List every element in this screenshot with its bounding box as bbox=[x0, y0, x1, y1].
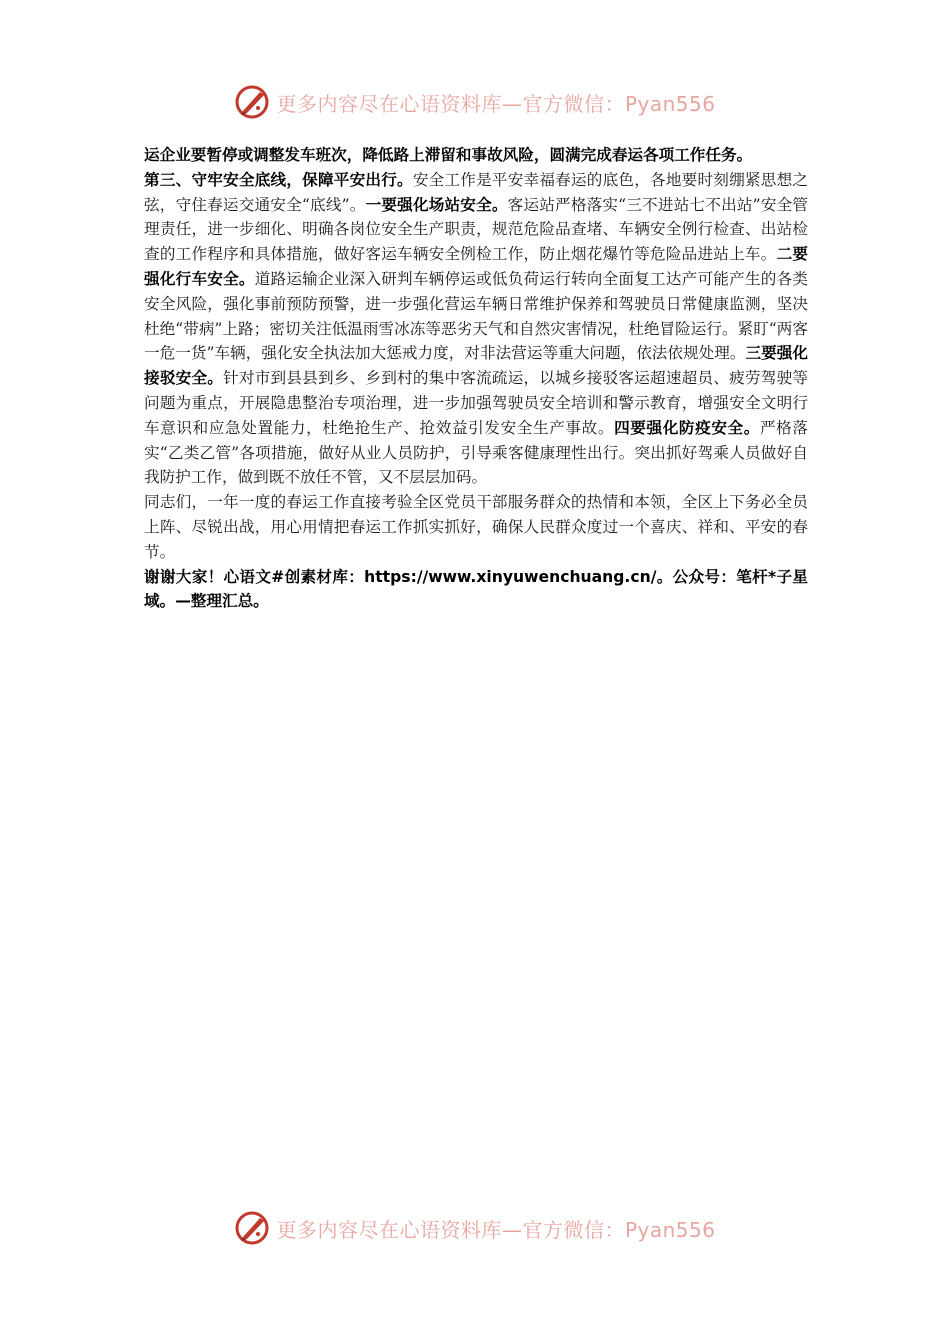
paragraph-2 bbox=[144, 168, 808, 490]
footer-banner-text: 更多内容尽在心语资料库—官方微信：Pyan556 bbox=[276, 1217, 716, 1242]
footer-watermark-banner bbox=[0, 1208, 950, 1248]
driving-safety-text: 道路运输企业深入研判车辆停运或低负荷运行转向全面复工达产可能产生的各类安全风险，强化事前预防预警，进一步强化营运车辆日常维护保养和驾驶员日常健康监测，坚决杜绝“带病”上路；密切关注低温雨雪冰冻等恶劣天气和自然灾害情况，杜绝冒险运行。紧盯“两客一危一货”车辆，强化安全执法加大惩戒力度，对非法营运等重大问题，依法依规处理。 bbox=[144, 269, 808, 363]
pen-logo-icon bbox=[234, 1210, 270, 1246]
epidemic-safety-text: 严格落实“乙类乙管”各项措施，做好从业人员防护，引导乘客健康理性出行。突出抓好驾乘人员做好自我防护工作，做到既不放任不管，又不层层加码。 bbox=[144, 418, 808, 487]
station-safety-text: 客运站严格落实“三不进站七不出站”安全管理责任，进一步细化、明确各岗位安全生产职责，规范危险品查堵、车辆安全例行检查、出站检查的工作程序和具体措施，做好客运车辆安全例检工作，防止烟花爆竹等危险品进站上车。 bbox=[144, 195, 808, 264]
subheading-station-safety: 一要强化场站安全。 bbox=[365, 195, 508, 214]
paragraph-1: 运企业要暂停或调整发车班次，降低路上滞留和事故风险，圆满完成春运各项工作任务。 bbox=[144, 146, 753, 164]
document-body bbox=[144, 143, 808, 614]
header-watermark-banner bbox=[0, 82, 950, 122]
section-intro-text: 安全工作是平安幸福春运的底色，各地要时刻绷紧思想之弦，守住春运交通安全“底线”。 bbox=[144, 170, 808, 214]
subheading-transfer-safety: 三要强化接驳安全。 bbox=[144, 344, 808, 388]
header-banner-text: 更多内容尽在心语资料库—官方微信：Pyan556 bbox=[276, 91, 716, 116]
transfer-safety-text: 针对市到县县到乡、乡到村的集中客流疏运，以城乡接驳客运超速超员、疲劳驾驶等问题为重点，开展隐患整治专项治理，进一步加强驾驶员安全培训和警示教育，增强安全文明行车意识和应急处置能力，杜绝抢生产、抢效益引发安全生产事故。 bbox=[144, 369, 808, 437]
paragraph-3: 同志们，一年一度的春运工作直接考验全区党员干部服务群众的热情和本领，全区上下务必全员上阵、尽锐出战，用心用情把春运工作抓实抓好，确保人民群众度过一个喜庆、祥和、平安的春节。 bbox=[144, 493, 808, 561]
subheading-epidemic-safety: 四要强化防疫安全。 bbox=[614, 418, 760, 437]
section-heading: 第三、守牢安全底线，保障平安出行。 bbox=[144, 170, 413, 189]
pen-logo-icon bbox=[234, 84, 270, 120]
subheading-driving-safety: 二要强化行车安全。 bbox=[144, 245, 808, 288]
paragraph-4-closing: 谢谢大家！心语文#创素材库：https://www.xinyuwenchuang.cn/。公众号：笔杆*子星域。—整理汇总。 bbox=[144, 567, 808, 611]
